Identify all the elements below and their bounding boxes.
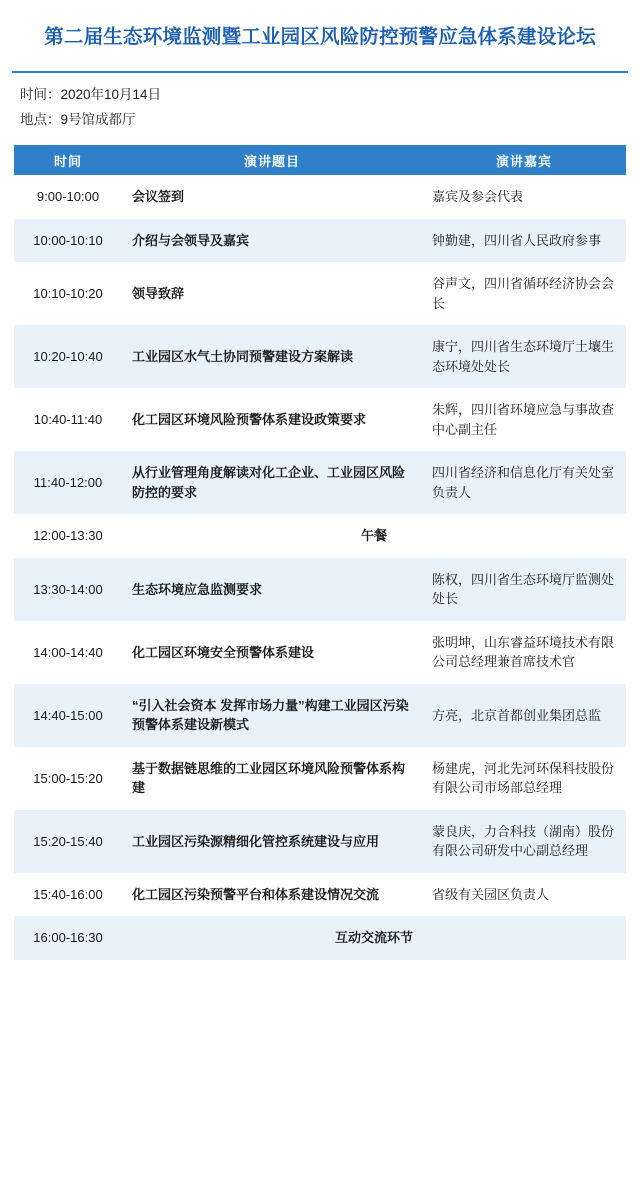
table-row xyxy=(14,747,626,810)
cell-time: 14:40-15:00 xyxy=(14,684,122,747)
table-row xyxy=(14,810,626,873)
cell-speaker: 杨建虎，河北先河环保科技股份有限公司市场部总经理 xyxy=(422,747,626,810)
table-row xyxy=(14,388,626,451)
cell-topic: 化工园区污染预警平台和体系建设情况交流 xyxy=(122,873,422,917)
cell-topic: 生态环境应急监测要求 xyxy=(122,558,422,621)
cell-time: 15:00-15:20 xyxy=(14,747,122,810)
table-row xyxy=(14,175,626,219)
meta-place-value: 9号馆成都厅 xyxy=(60,112,136,128)
meta-date-label: 时间： xyxy=(20,87,61,103)
cell-topic-full: 午餐 xyxy=(122,514,626,558)
meta-date-value: 2020年10月14日 xyxy=(60,87,162,103)
table-header-row xyxy=(14,145,626,175)
cell-speaker: 张明坤，山东睿益环境技术有限公司总经理兼首席技术官 xyxy=(422,621,626,684)
table-row xyxy=(14,514,626,558)
table-row xyxy=(14,916,626,960)
cell-topic: “引入社会资本 发挥市场力量”构建工业园区污染预警体系建设新模式 xyxy=(122,684,422,747)
cell-time: 10:20-10:40 xyxy=(14,325,122,388)
cell-time: 13:30-14:00 xyxy=(14,558,122,621)
cell-topic: 工业园区水气土协同预警建设方案解读 xyxy=(122,325,422,388)
table-row xyxy=(14,684,626,747)
agenda-table-body xyxy=(14,175,626,960)
table-row xyxy=(14,262,626,325)
cell-topic: 会议签到 xyxy=(122,175,422,219)
cell-time: 9:00-10:00 xyxy=(14,175,122,219)
title-block xyxy=(0,0,640,59)
table-row xyxy=(14,558,626,621)
cell-speaker: 钟勤建，四川省人民政府参事 xyxy=(422,219,626,263)
cell-topic: 基于数据链思维的工业园区环境风险预警体系构建 xyxy=(122,747,422,810)
cell-speaker: 四川省经济和信息化厅有关处室负责人 xyxy=(422,451,626,514)
cell-speaker: 嘉宾及参会代表 xyxy=(422,175,626,219)
table-row xyxy=(14,219,626,263)
cell-time: 16:00-16:30 xyxy=(14,916,122,960)
cell-time: 10:00-10:10 xyxy=(14,219,122,263)
column-header-time: 时间 xyxy=(14,145,122,175)
cell-time: 10:40-11:40 xyxy=(14,388,122,451)
cell-topic: 化工园区环境安全预警体系建设 xyxy=(122,621,422,684)
column-header-topic: 演讲题目 xyxy=(122,145,422,175)
cell-speaker: 谷声文，四川省循环经济协会会长 xyxy=(422,262,626,325)
cell-time: 12:00-13:30 xyxy=(14,514,122,558)
cell-time: 10:10-10:20 xyxy=(14,262,122,325)
event-meta xyxy=(0,73,640,133)
page-title: 第二届生态环境监测暨工业园区风险防控预警应急体系建设论坛 xyxy=(44,26,596,48)
cell-speaker: 朱辉，四川省环境应急与事故查中心副主任 xyxy=(422,388,626,451)
table-row xyxy=(14,325,626,388)
meta-place-label: 地点： xyxy=(20,112,61,128)
cell-topic-full: 互动交流环节 xyxy=(122,916,626,960)
meta-date-line xyxy=(20,83,620,108)
cell-time: 15:40-16:00 xyxy=(14,873,122,917)
table-row xyxy=(14,621,626,684)
cell-speaker: 陈权，四川省生态环境厅监测处处长 xyxy=(422,558,626,621)
cell-topic: 工业园区污染源精细化管控系统建设与应用 xyxy=(122,810,422,873)
cell-time: 14:00-14:40 xyxy=(14,621,122,684)
cell-topic: 化工园区环境风险预警体系建设政策要求 xyxy=(122,388,422,451)
table-row xyxy=(14,451,626,514)
cell-time: 15:20-15:40 xyxy=(14,810,122,873)
cell-topic: 从行业管理角度解读对化工企业、工业园区风险防控的要求 xyxy=(122,451,422,514)
agenda-table-head xyxy=(14,145,626,175)
cell-speaker: 蒙良庆，力合科技（湖南）股份有限公司研发中心副总经理 xyxy=(422,810,626,873)
table-row xyxy=(14,873,626,917)
cell-speaker: 康宁，四川省生态环境厅土壤生态环境处处长 xyxy=(422,325,626,388)
agenda-table xyxy=(14,145,626,960)
cell-speaker: 方亮，北京首都创业集团总监 xyxy=(422,684,626,747)
cell-topic: 介绍与会领导及嘉宾 xyxy=(122,219,422,263)
cell-topic: 领导致辞 xyxy=(122,262,422,325)
column-header-speaker: 演讲嘉宾 xyxy=(422,145,626,175)
meta-place-line xyxy=(20,108,620,133)
cell-speaker: 省级有关园区负责人 xyxy=(422,873,626,917)
cell-time: 11:40-12:00 xyxy=(14,451,122,514)
